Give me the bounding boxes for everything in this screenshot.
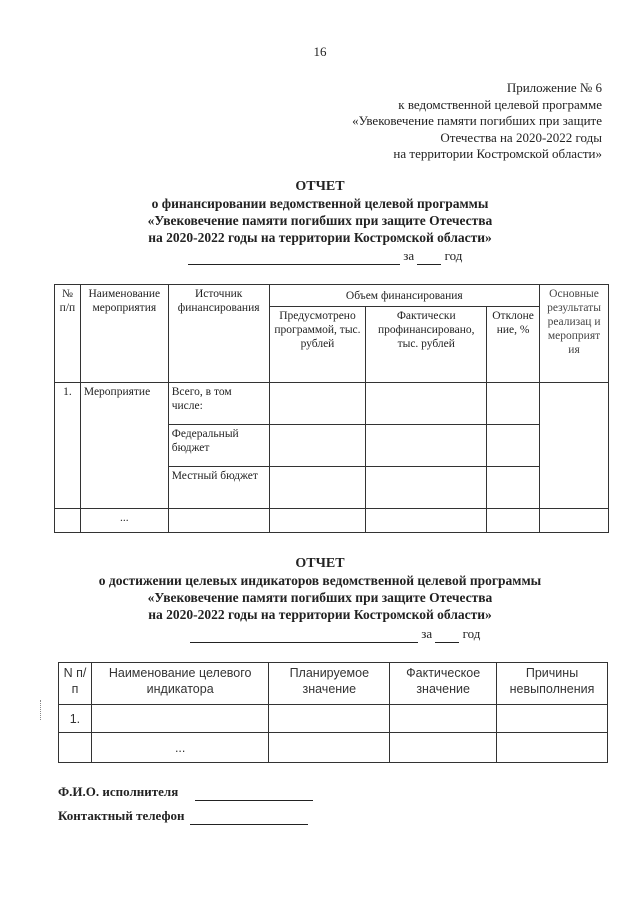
col-source-header: Источник финансирования bbox=[168, 285, 269, 383]
report2-year-blank[interactable] bbox=[435, 626, 459, 643]
report2-title bbox=[0, 555, 640, 623]
empty-cell[interactable] bbox=[366, 509, 487, 533]
phone-row bbox=[58, 808, 308, 825]
phone-blank[interactable] bbox=[190, 808, 308, 825]
report2-heading: ОТЧЕТ bbox=[295, 556, 345, 571]
report1-title bbox=[0, 178, 640, 246]
report2-period bbox=[190, 626, 480, 643]
empty-cell[interactable] bbox=[487, 509, 540, 533]
empty-cell[interactable] bbox=[366, 425, 487, 467]
phone-label: Контактный телефон bbox=[58, 808, 185, 823]
report2-period-blank[interactable] bbox=[190, 626, 418, 643]
report2-line-2: «Увековечение памяти погибших при защите Отечества bbox=[147, 590, 493, 605]
report2-line-1: о достижении целевых индикаторов ведомственной целевой программы bbox=[98, 573, 542, 588]
empty-cell[interactable] bbox=[390, 733, 497, 763]
report1-period-year: год bbox=[444, 248, 463, 263]
financing-table bbox=[54, 284, 609, 533]
report1-line-3: на 2020-2022 годы на территории Костромской области» bbox=[148, 230, 492, 245]
empty-cell[interactable] bbox=[269, 705, 390, 733]
empty-cell[interactable] bbox=[487, 425, 540, 467]
empty-cell[interactable] bbox=[168, 509, 269, 533]
report1-period-blank[interactable] bbox=[188, 248, 400, 265]
table-row bbox=[59, 733, 608, 763]
col-results-header: Основные результаты реализац и мероприят ия bbox=[540, 285, 609, 383]
empty-cell[interactable] bbox=[269, 383, 366, 425]
appendix-line-5: на территории Костромской области» bbox=[393, 146, 602, 161]
col-volume-header: Объем финансирования bbox=[269, 285, 540, 307]
appendix-line-3: «Увековечение памяти погибших при защите bbox=[352, 113, 602, 128]
source-total-cell: Всего, в том числе: bbox=[168, 383, 269, 425]
empty-cell[interactable] bbox=[487, 467, 540, 509]
results-cell[interactable] bbox=[540, 383, 609, 509]
executor-row bbox=[58, 784, 313, 801]
report2-period-for: за bbox=[421, 626, 433, 641]
table-row bbox=[55, 383, 609, 425]
appendix-line-2: к ведомственной целевой программе bbox=[398, 96, 602, 112]
page-number: 16 bbox=[313, 44, 327, 59]
row-name-cell: Мероприятие bbox=[80, 383, 168, 509]
report2-line-3: на 2020-2022 годы на территории Костромской области» bbox=[148, 607, 492, 622]
col-indicator-header: Наименование целевого индикатора bbox=[91, 663, 269, 705]
row-num-cell: 1. bbox=[55, 383, 81, 509]
empty-cell[interactable] bbox=[497, 733, 608, 763]
empty-cell[interactable] bbox=[487, 383, 540, 425]
empty-cell[interactable] bbox=[269, 425, 366, 467]
empty-cell[interactable] bbox=[390, 705, 497, 733]
col-reasons-header: Причины невыполнения bbox=[497, 663, 608, 705]
appendix-header bbox=[352, 80, 602, 163]
empty-cell[interactable] bbox=[269, 467, 366, 509]
col-planned-header: Предусмотрено программой, тыс. рублей bbox=[269, 307, 366, 383]
empty-cell[interactable] bbox=[91, 705, 269, 733]
source-federal-cell: Федеральный бюджет bbox=[168, 425, 269, 467]
executor-blank[interactable] bbox=[195, 784, 313, 801]
empty-cell[interactable] bbox=[269, 733, 390, 763]
col-name-header: Наименование мероприятия bbox=[80, 285, 168, 383]
indicators-table bbox=[58, 662, 608, 763]
report1-line-1: о финансировании ведомственной целевой программы bbox=[151, 196, 489, 211]
col-actual-header: Фактически профинансировано, тыс. рублей bbox=[366, 307, 487, 383]
report1-line-2: «Увековечение памяти погибших при защите Отечества bbox=[147, 213, 493, 228]
empty-cell[interactable] bbox=[269, 509, 366, 533]
col-num-header: № п/п bbox=[55, 285, 81, 383]
executor-label: Ф.И.О. исполнителя bbox=[58, 784, 179, 799]
margin-mark bbox=[40, 700, 41, 720]
report1-period bbox=[188, 248, 462, 265]
report1-heading: ОТЧЕТ bbox=[295, 179, 345, 194]
appendix-line-4: Отечества на 2020-2022 годы bbox=[440, 129, 602, 145]
ellipsis-cell: ... bbox=[91, 733, 269, 763]
col-deviation-header: Отклоне ние, % bbox=[487, 307, 540, 383]
report1-year-blank[interactable] bbox=[417, 248, 441, 265]
report1-period-for: за bbox=[403, 248, 415, 263]
col-actual-header: Фактическое значение bbox=[390, 663, 497, 705]
table-row bbox=[55, 509, 609, 533]
col-planned-header: Планируемое значение bbox=[269, 663, 390, 705]
empty-cell[interactable] bbox=[497, 705, 608, 733]
table-row bbox=[59, 705, 608, 733]
empty-cell[interactable] bbox=[540, 509, 609, 533]
report2-period-year: год bbox=[462, 626, 481, 641]
source-local-cell: Местный бюджет bbox=[168, 467, 269, 509]
col-num-header: N п/п bbox=[59, 663, 92, 705]
empty-cell bbox=[55, 509, 81, 533]
empty-cell[interactable] bbox=[366, 383, 487, 425]
empty-cell bbox=[59, 733, 92, 763]
appendix-line-1: Приложение № 6 bbox=[506, 80, 602, 95]
row-num-cell: 1. bbox=[59, 705, 92, 733]
empty-cell[interactable] bbox=[366, 467, 487, 509]
ellipsis-cell: ... bbox=[80, 509, 168, 533]
